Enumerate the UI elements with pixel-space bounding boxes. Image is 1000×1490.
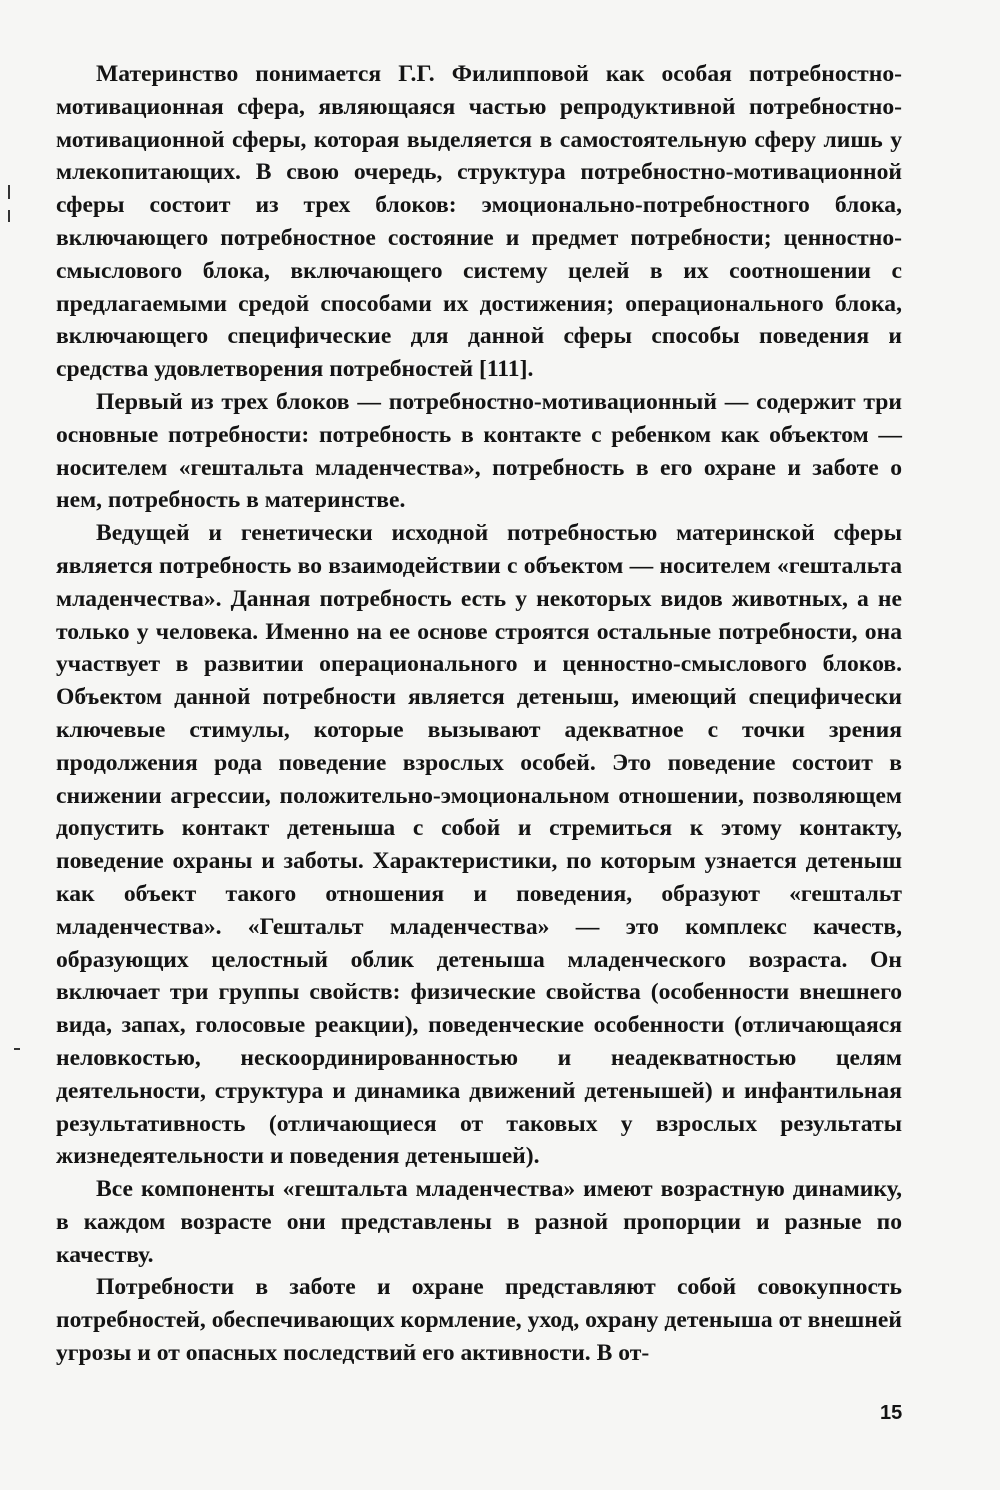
paragraph-1: Материнство понимается Г.Г. Филипповой как особая потребностно-мотивационная сфера, являющаяся частью репродуктивной потребностно-мотивационной сферы, которая выделяется в самостоятельную сферу лишь у млекопитающих. В свою очередь, структура потребностно-мотивационной сферы состоит из трех блоков: эмоционально-потребностного блока, включающего потребностное состояние и предмет потребности; ценностно-смыслового блока, включающего систему целей в их соотношении с предлагаемыми средой способами их достижения; операционального блока, включающего специфические для данной сферы способы поведения и средства удовлетворения потребностей [111]. xyxy=(56,61,902,383)
paragraph-4: Все компоненты «гештальта младенчества» имеют возрастную динамику, в каждом возрасте они представлены в разной пропорции и разные по качеству. xyxy=(56,1176,902,1268)
margin-mark xyxy=(8,185,10,199)
paragraph-2: Первый из трех блоков — потребностно-мотивационный — содержит три основные потребности: потребность в контакте с ребенком как объектом — носителем «гештальта младенчества», потребность в его охране и заботе о нем, потребность в материнстве. xyxy=(56,388,902,514)
margin-mark xyxy=(14,1048,20,1050)
paragraph-3: Ведущей и генетически исходной потребностью материнской сферы является потребность во взаимодействии с объектом — носителем «гештальта младенчества». Данная потребность есть у некоторых видов животных, а не только у человека. Именно на ее основе строятся остальные потребности, она участвует в развитии операционального и ценностно-смыслового блоков. Объектом данной потребности является детеныш, имеющий специфически ключевые стимулы, которые вызывают адекватное с точки зрения продолжения рода поведение взрослых особей. Это поведение состоит в снижении агрессии, положительно-эмоциональном отношении, позволяющем допустить контакт детеныша с собой и стремиться к этому контакту, поведение охраны и заботы. Характеристики, по которым узнается детеныш как объект такого отношения и поведения, образуют «гештальт младенчества». «Гештальт младенчества» — это комплекс качеств, образующих целостный облик детеныша младенческого возраста. Он включает три группы свойств: физические свойства (особенности внешнего вида, запах, голосовые реакции), поведенческие особенности (отличающаяся неловкостью, нескоординированностью и неадекватностью целям деятельности, структура и динамика движений детенышей) и инфантильная результативность (отличающиеся от таковых у взрослых результаты жизнедеятельности и поведения детенышей). xyxy=(56,520,902,1170)
page-body xyxy=(56,58,902,1478)
page-number: 15 xyxy=(880,1402,903,1424)
margin-mark xyxy=(8,210,10,222)
paragraph-5: Потребности в заботе и охране представляют собой совокупность потребностей, обеспечивающих кормление, уход, охрану детеныша от внешней угрозы и от опасных последствий его активности. В от- xyxy=(56,1274,902,1367)
